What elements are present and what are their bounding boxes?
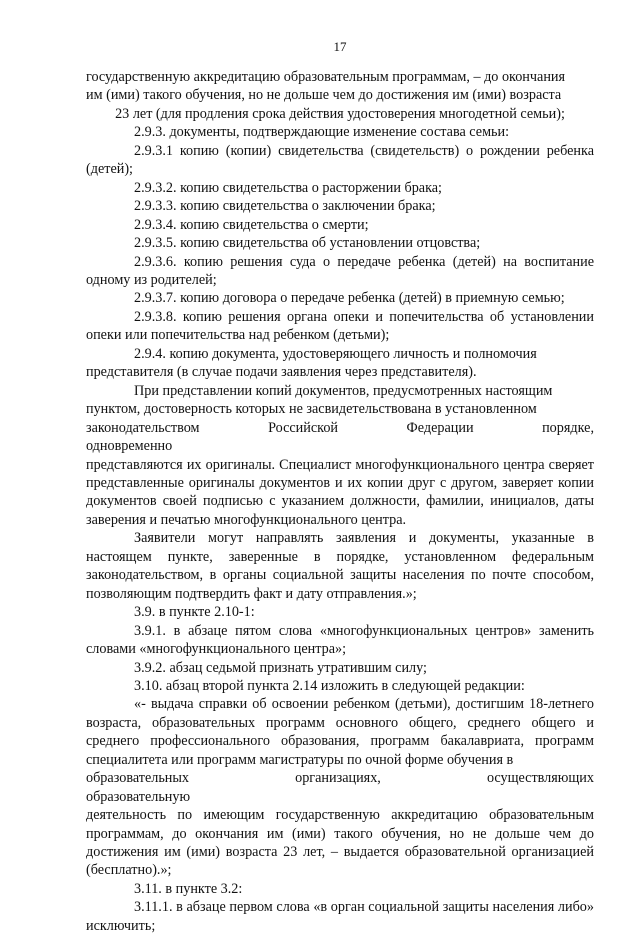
clause-3-10: 3.10. абзац второй пункта 2.14 изложить в следующей редакции: — [134, 677, 525, 694]
clause-2-9-3-2: 2.9.3.2. копию свидетельства о расторжении брака; — [134, 179, 443, 196]
clause-2-9-3-1: 2.9.3.1 копию (копии) свидетельства (свидетельств) о рождении ребенка (детей); — [86, 142, 594, 178]
certificate-paragraph-part-2: деятельность по имеющим государственную аккредитацию образовательным программам, до окончания им (ими) такого обучения, но не дольше чем до достижения им (ими) возраста 23 лет, – выдается образовательной организацией (бесплатно).»; — [86, 807, 594, 879]
copies-paragraph-body: представляются их оригиналы. Специалист многофункционального центра сверяет представленные оригиналы документов и их копии друг с другом, заверяет копии документов своей подписью с указанием должности, фамилии, инициалов, даты заверения и печатью многофункционального центра. — [86, 456, 594, 528]
copies-paragraph-line-3: законодательством Российской Федерации порядке, одновременно — [86, 419, 594, 455]
clause-2-9-3: 2.9.3. документы, подтверждающие изменение состава семьи: — [134, 124, 510, 141]
paragraph-continuation-line-1: государственную аккредитацию образовательным программам, – до окончания — [86, 69, 566, 85]
clause-2-9-3-3: 2.9.3.3. копию свидетельства о заключении брака; — [134, 198, 436, 215]
clause-2-9-3-6: 2.9.3.6. копию решения суда о передаче ребенка (детей) на воспитание одному из родителей; — [86, 253, 594, 288]
clause-2-9-3-4: 2.9.3.4. копию свидетельства о смерти; — [134, 216, 369, 233]
page-number: 17 — [333, 39, 347, 54]
clause-2-9-4-line-1: 2.9.4. копию документа, удостоверяющего личность и полномочия — [134, 345, 537, 362]
copies-paragraph-line-2: пунктом, достоверность которых не засвидетельствована в установленном — [86, 401, 537, 418]
certificate-paragraph-part-1: «- выдача справки об освоении ребенком (детьми), достигшим 18-летнего возраста, образовательных программ основного общего, среднего общего и среднего профессионального образования, программ бакалавриата, программ специалитета или программ магистратуры по очной форме обучения в — [86, 696, 594, 768]
clause-3-9: 3.9. в пункте 2.10-1: — [134, 604, 255, 621]
clause-2-9-3-7: 2.9.3.7. копию договора о передаче ребенка (детей) в приемную семью; — [134, 290, 565, 307]
copies-paragraph-line-1: При представлении копий документов, предусмотренных настоящим — [134, 382, 553, 399]
certificate-paragraph-line: образовательных организациях, осуществляющих образовательную — [86, 770, 594, 805]
paragraph-continuation-line-3: 23 лет (для продления срока действия удостоверения многодетной семьи); — [115, 105, 565, 122]
applicants-paragraph: Заявители могут направлять заявления и документы, указанные в настоящем пункте, заверенные в порядке, установленном федеральным законодательством, в органы социальной защиты населения по почте способом, позволяющим подтвердить факт и дату отправления.»; — [86, 530, 594, 602]
clause-2-9-4-line-2: представителя (в случае подачи заявления через представителя). — [86, 364, 477, 381]
clause-3-9-1: 3.9.1. в абзаце пятом слова «многофункциональных центров» заменить словами «многофункционального центра»; — [86, 622, 594, 658]
clause-2-9-3-5: 2.9.3.5. копию свидетельства об установлении отцовства; — [134, 235, 481, 252]
clause-2-9-3-8: 2.9.3.8. копию решения органа опеки и попечительства об установлении опеки или попечительства над ребенком (детьми); — [86, 308, 594, 344]
clause-3-9-2: 3.9.2. абзац седьмой признать утратившим силу; — [134, 659, 427, 676]
clause-3-11: 3.11. в пункте 3.2: — [134, 880, 243, 897]
clause-3-11-1: 3.11.1. в абзаце первом слова «в орган социальной защиты населения либо» исключить; — [86, 899, 594, 934]
paragraph-continuation-line-2: им (ими) такого обучения, но не дольше чем до достижения им (ими) возраста — [86, 87, 562, 104]
